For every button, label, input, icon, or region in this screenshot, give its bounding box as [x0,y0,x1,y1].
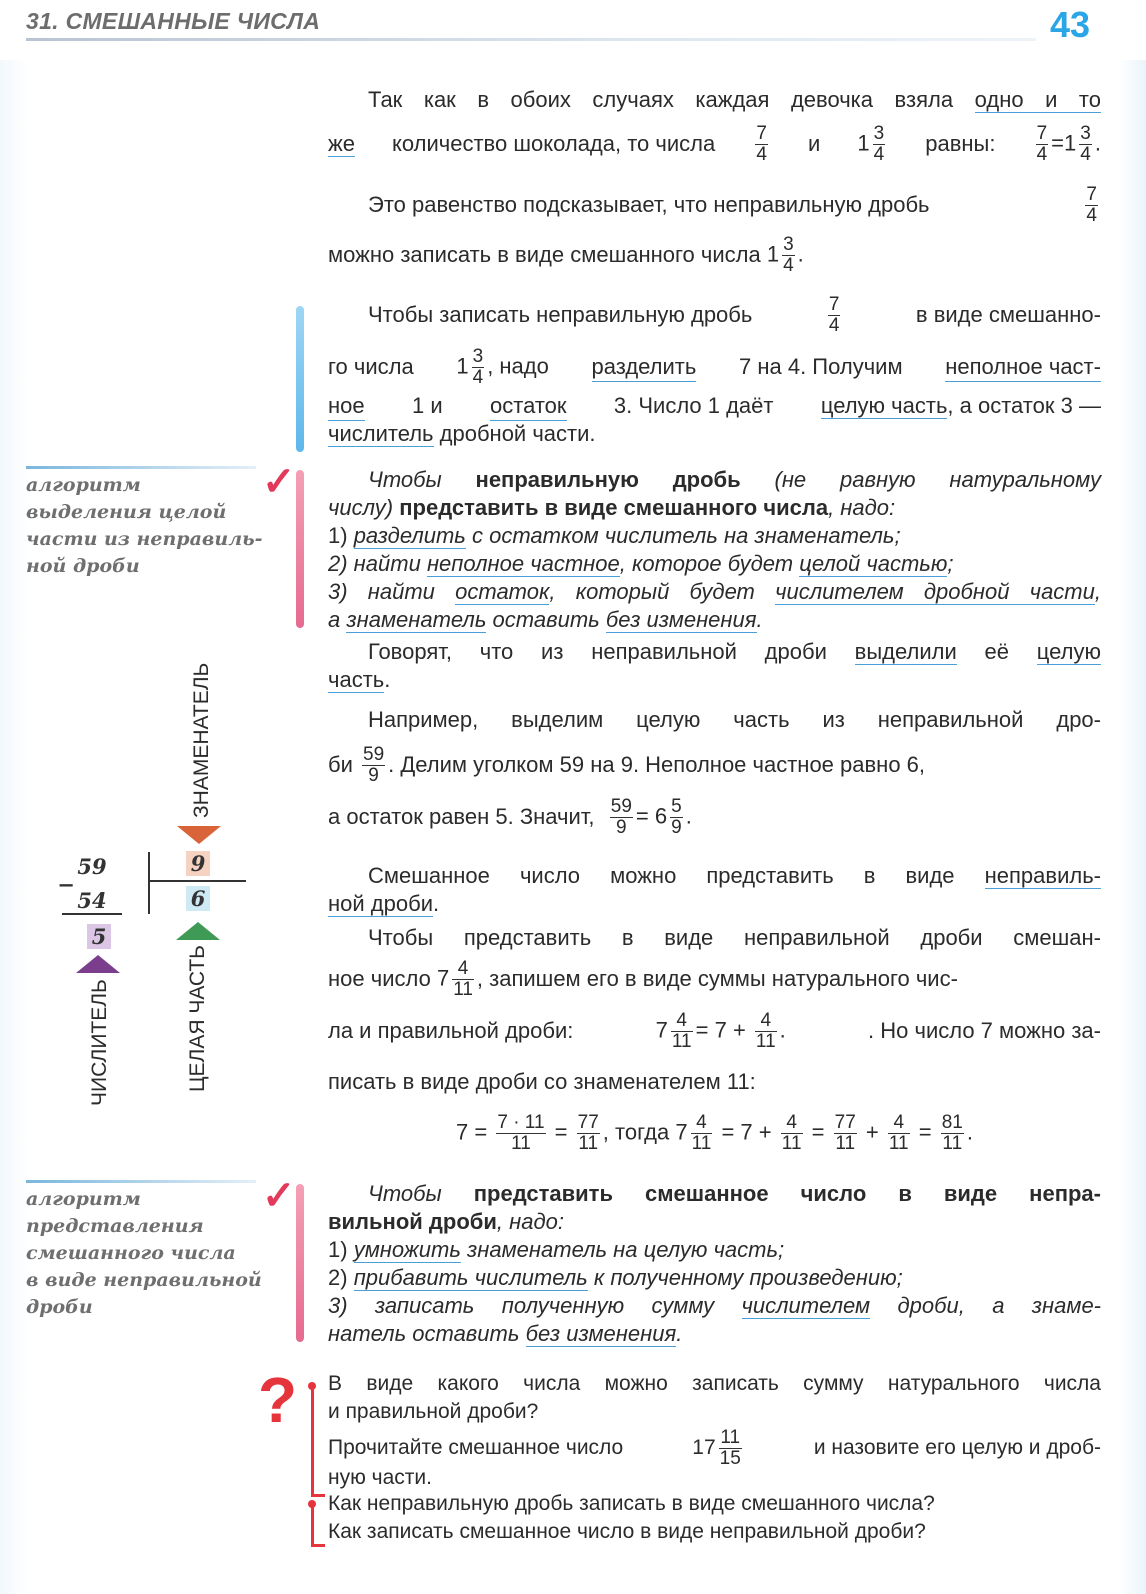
division-vertical-line [148,852,150,914]
left-margin-shade [0,60,28,1594]
arrow-denominator-icon [177,826,221,844]
section-title: 31. СМЕШАННЫЕ ЧИСЛА [26,8,321,34]
mti-line-6: писать в виде дроби со знаменателем 11: [328,1069,756,1094]
mti-line-5: ла и правильной дроби: 7 $\frac{4}{11}$ = 7 + $\frac{4}{11}$ . . Но число 7 можно за- [328,1009,1101,1052]
equation-59-9-eq-6-5-9: $\frac{59}{9}$ = 6 $\frac{5}{9}$ . [610,795,692,838]
label-numerator: ЧИСЛИТЕЛЬ [88,979,111,1106]
label-whole-part: ЦЕЛАЯ ЧАСТЬ [186,945,209,1092]
fraction-7-4-c: 7 4 [828,293,840,336]
subtrahend: 54 [62,888,122,915]
arrow-whole-icon [176,922,220,940]
fraction-7-4: 7 4 [756,122,767,165]
algo2-side-label: алгоритм представления смешанного числа в виде неправильной дроби [26,1188,262,1318]
header-rule [26,38,1036,41]
rule-line-2: го числа 1 $\frac{3}{4}$ , надо разделить 7 на 4. Получим неполное част- [328,345,1101,388]
algo1-bar [296,470,304,628]
mti-line-3: Чтобы представить в виде неправильной дроби смешан- [368,925,1101,950]
algo2-side-rule [26,1180,256,1183]
mixed-7-4-11: 7 $\frac{4}{11}$ [436,957,473,1000]
intro-line-2: же количество шоколада, то числа 7 4 и 1 $\frac{3}{4}$ равны: $\frac{7}{4}$ =1 $\frac{3}{4}$ . [328,122,1101,165]
say-line-2: часть. [328,667,391,692]
right-margin-shade [1118,60,1146,1594]
question-3: Как неправильную дробь записать в виде смешанного числа? [328,1492,935,1515]
question-4: Как записать смешанное число в виде неправильной дроби? [328,1520,926,1543]
mixed-17-11-15: 17 $\frac{11}{15}$ [692,1426,741,1469]
question-bracket-foot-1 [311,1494,325,1497]
mti-line-4: ное число 7 $\frac{4}{11}$ , запишем его в виде суммы натурального чис- [328,957,958,1000]
dividend: 59 [77,854,107,879]
division-horizontal-line [148,880,246,882]
quotient-box: 6 [186,886,210,911]
label-denominator: ЗНАМЕНАТЕЛЬ [190,662,213,818]
mti-line-2: ной дроби. [328,891,440,916]
mti-line-1: Смешанное число можно представить в виде неправиль- [368,863,1101,888]
mixed-1-3-4-c: 1 $\frac{3}{4}$ , надо [456,345,549,388]
question-dot-1 [308,1382,316,1390]
example-line-3: а остаток равен 5. Значит, $\frac{59}{9}$ = 6 $\frac{5}{9}$ . [328,795,692,838]
algo1-text: Чтобы неправильную дробь (не равную натуральному числу) представить в виде смешанного числа, надо: 1) разделить с остатком числитель на знаменатель; 2) найти неполное частное, которое будет целой частью; 3) найти остаток, который будет числителем дробной части, а знаменатель оставить без изменения. [328,467,1101,632]
algo1-side-rule [26,466,256,469]
intro-line-1: Так как в обоих случаях каждая девочка взяла одно и то [368,87,1101,112]
question-dot-2 [308,1500,316,1508]
equation-7-to-77-11: 7 = $\frac{7 \cdot 11}{11}$ = $\frac{77}{11}$ , тогда 7 $\frac{4}{11}$ = 7 + $\frac{4}{11}$ = $\frac{77}{11}$ + $\frac{4}{11}$ = $\frac{81}{11}$ . [456,1111,973,1154]
mixed-1-3-4-b: 1 $\frac{3}{4}$ . [766,233,804,276]
rule-line-3: ное 1 и остаток 3. Число 1 даёт целую часть, а остаток 3 — [328,392,1101,421]
question-1-line-1: В виде какого числа можно записать сумму натурального числа [328,1372,1101,1395]
mti-equation [328,1108,1101,1158]
checkmark-icon: ✓ [262,460,296,504]
question-2-line-2: ную части. [328,1466,432,1489]
equation-7-4-eq-1-3-4: $\frac{7}{4}$ =1 $\frac{3}{4}$ . [1036,122,1101,165]
fraction-59-9: 59 9 [363,743,385,786]
divisor-box: 9 [186,851,210,876]
question-bracket-1 [311,1386,314,1496]
question-1-line-2: и правильной дроби? [328,1400,539,1423]
example-line-1: Например, выделим целую часть из неправильной дро- [368,707,1101,732]
rule-line-4: числитель дробной части. [328,421,596,446]
page-number: 43 [1050,4,1091,45]
arrow-numerator-icon [76,955,120,973]
remainder-box: 5 [87,924,111,949]
intro-para-2-line-1: Это равенство подсказывает, что неправильную дробь 7 4 [368,183,1097,226]
question-2-line-1: Прочитайте смешанное число 17 $\frac{11}{15}$ и назовите его целую и дроб- [328,1426,1101,1469]
algo2-bar [296,1184,304,1342]
algo1-side-label: алгоритм выделения целой части из неправиль- ной дроби [26,474,263,577]
minus-sign: − [57,872,75,897]
example-line-2: би 59 9 . Делим уголком 59 на 9. Неполное частное равно 6, [328,743,926,786]
question-mark-icon: ? [258,1364,298,1436]
mixed-1-3-4: 1 $\frac{3}{4}$ [857,122,885,165]
fraction-7-4-b: 7 4 [1086,183,1097,226]
intro-para-2-line-2: можно записать в виде смешанного числа 1 $\frac{3}{4}$ . [328,233,804,276]
rule-bar [296,306,304,452]
algo2-text: Чтобы представить смешанное число в виде непра- вильной дроби, надо: 1) умножить знаменатель на целую часть; 2) прибавить числитель к полученному произведению; 3) записать полученную сумму числителем дроби, а знаме- натель оставить без изменения. [328,1181,1102,1346]
question-bracket-foot-2 [311,1544,325,1547]
question-bracket-2 [311,1504,314,1546]
equation-7-4-11-eq-7-plus-4-11: 7 $\frac{4}{11}$ = 7 + $\frac{4}{11}$ . [655,1009,786,1052]
say-line-1: Говорят, что из неправильной дроби выделили её целую [368,639,1101,664]
rule-line-1: Чтобы записать неправильную дробь 7 4 в виде смешанно- [368,293,1101,336]
checkmark-icon-2: ✓ [262,1174,296,1218]
